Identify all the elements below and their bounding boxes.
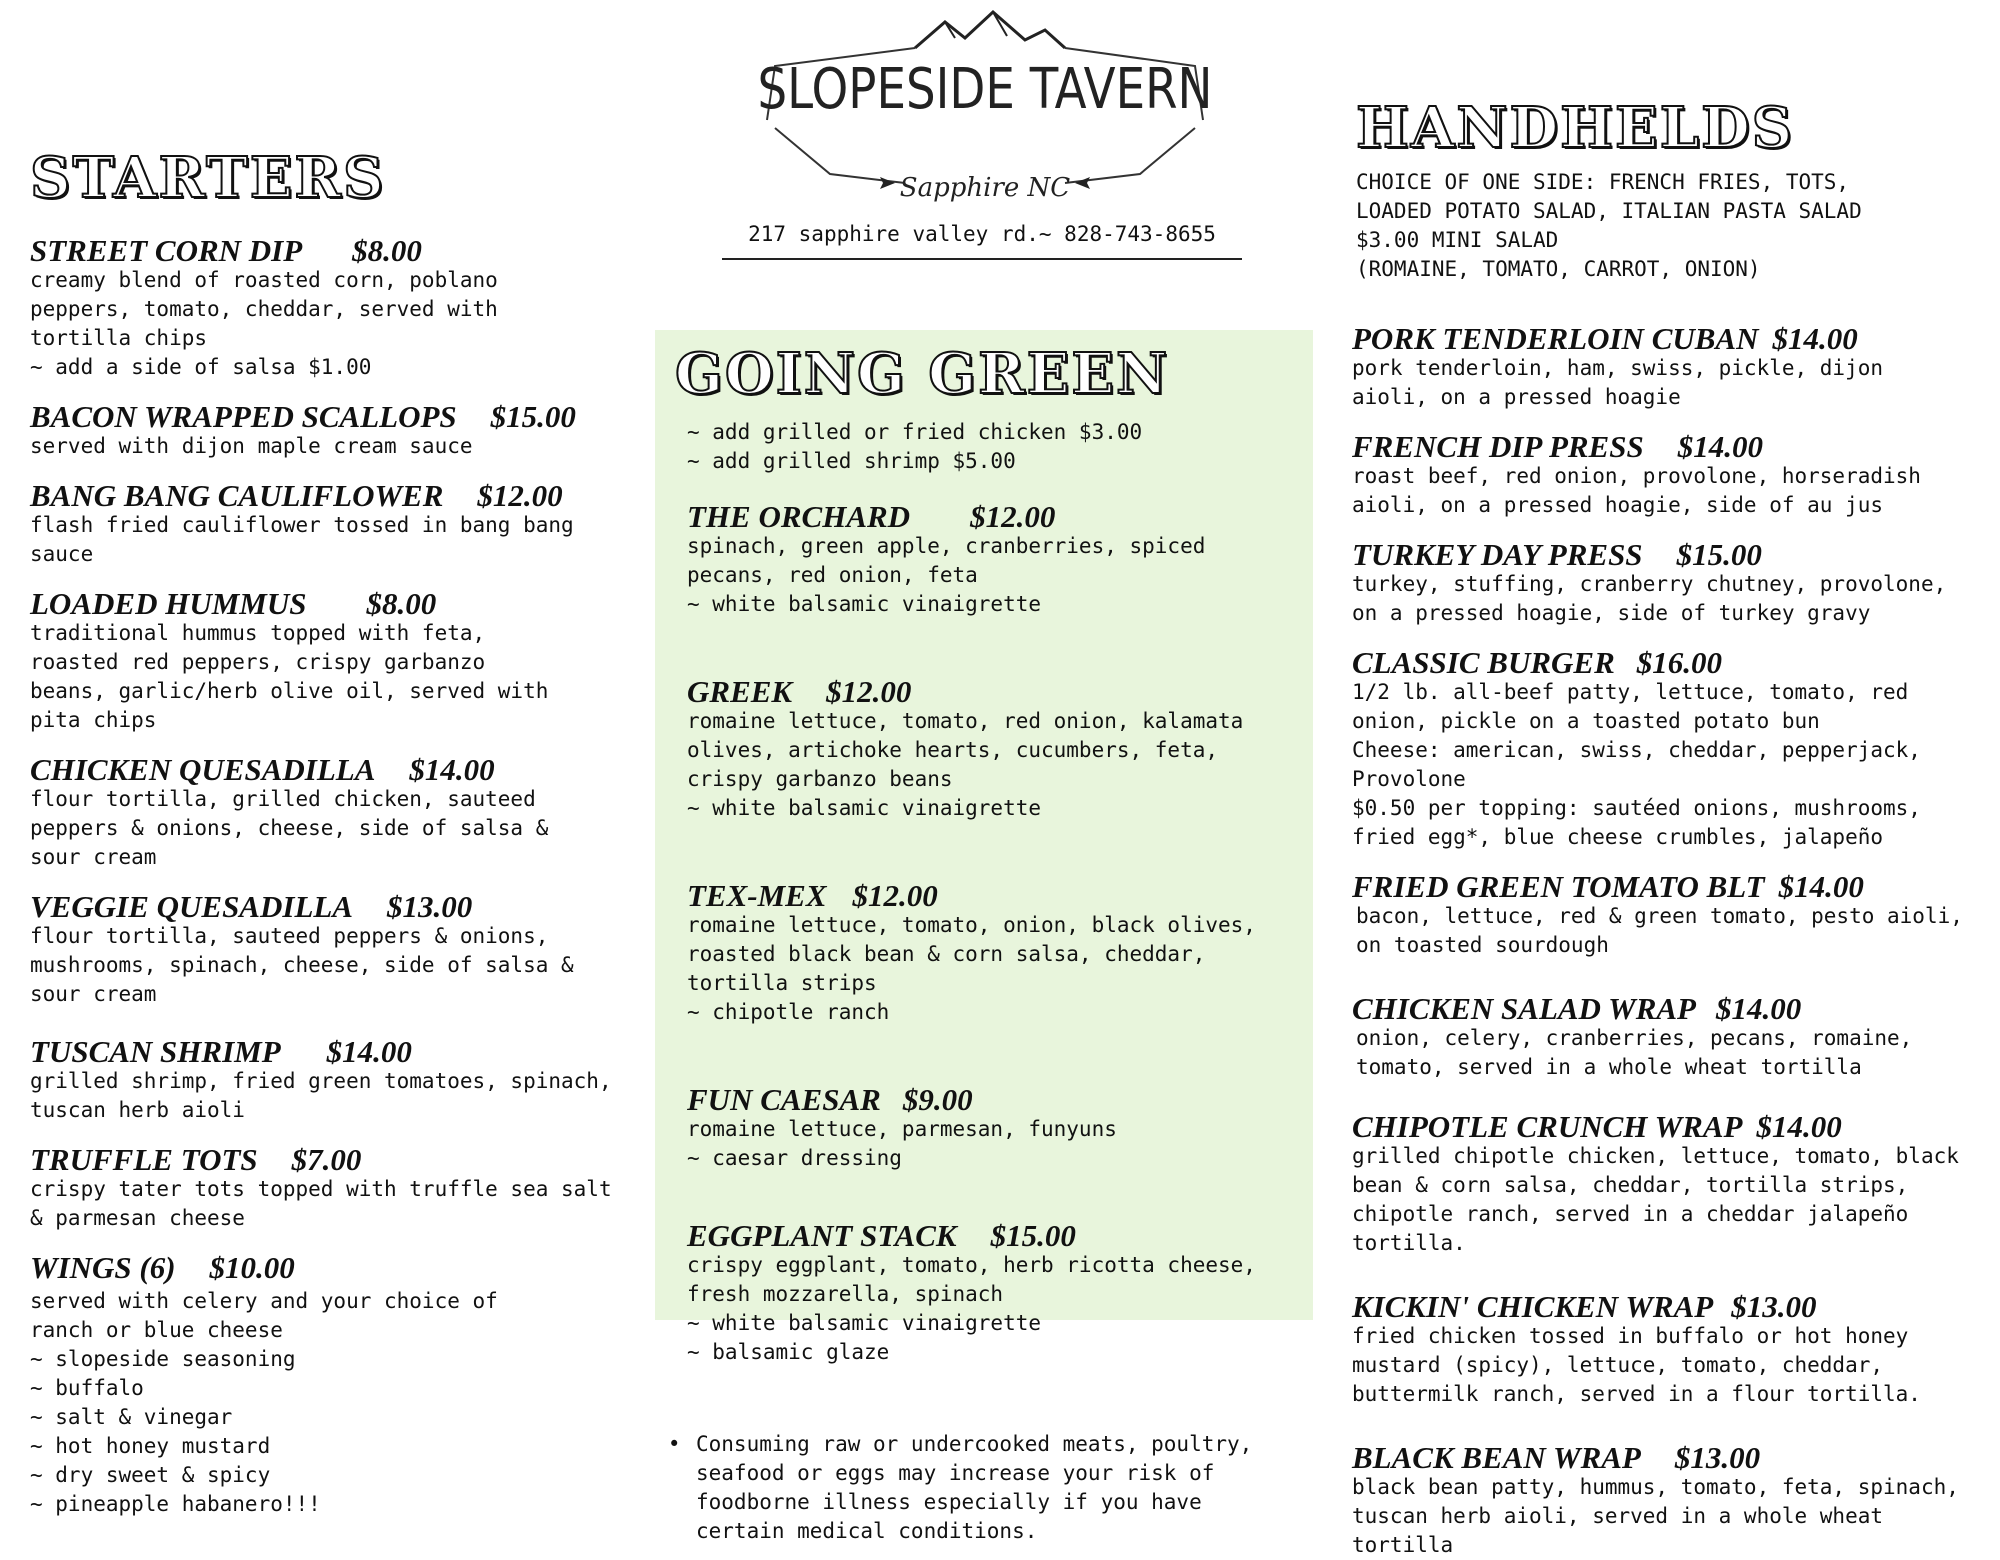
item-price: $14.00 bbox=[1715, 991, 1802, 1026]
item-description: black bean patty, hummus, tomato, feta, spinach, tuscan herb aioli, served in a whole wheat tortilla bbox=[1352, 1475, 1959, 1557]
contact-line bbox=[722, 222, 1242, 246]
item-price: $15.00 bbox=[490, 399, 576, 434]
item-price: $12.00 bbox=[970, 499, 1056, 534]
sides-note: CHOICE OF ONE SIDE: FRENCH FRIES, TOTS, LOADED POTATO SALAD, ITALIAN PASTA SALAD $3.00 MINI SALAD (ROMAINE, TOMATO, CARROT, ONION) bbox=[1356, 170, 1862, 281]
item-name: CHICKEN QUESADILLA bbox=[30, 752, 376, 787]
item-description: romaine lettuce, tomato, onion, black olives, roasted black bean & corn salsa, cheddar, tortilla strips ~ chipotle ranch bbox=[687, 913, 1256, 1024]
item-description: romaine lettuce, tomato, red onion, kalamata olives, artichoke hearts, cucumbers, feta, crispy garbanzo beans ~ white balsamic vinaigrette bbox=[687, 709, 1244, 820]
item-name: STREET CORN DIP bbox=[30, 233, 303, 268]
menu-item bbox=[1352, 1289, 1982, 1409]
menu-item bbox=[675, 878, 1305, 1027]
item-description: crispy tater tots topped with truffle sea salt & parmesan cheese bbox=[30, 1177, 612, 1230]
item-description: served with dijon maple cream sauce bbox=[30, 434, 473, 458]
item-price: $15.00 bbox=[990, 1218, 1076, 1253]
item-description: pork tenderloin, ham, swiss, pickle, dijon aioli, on a pressed hoagie bbox=[1352, 356, 1884, 409]
item-name: CHIPOTLE CRUNCH WRAP bbox=[1352, 1109, 1743, 1144]
contact-text: 217 sapphire valley rd.~ 828-743-8655 bbox=[748, 222, 1216, 246]
item-name: TUSCAN SHRIMP bbox=[30, 1034, 281, 1069]
item-price: $15.00 bbox=[1676, 537, 1762, 572]
starters-section bbox=[30, 145, 650, 1519]
item-price: $16.00 bbox=[1636, 645, 1722, 680]
item-price: $14.00 bbox=[1677, 429, 1763, 464]
item-name: WINGS (6) bbox=[30, 1250, 176, 1285]
item-name: TURKEY DAY PRESS bbox=[1352, 537, 1643, 572]
item-description: crispy eggplant, tomato, herb ricotta cheese, fresh mozzarella, spinach ~ white balsamic vinaigrette ~ balsamic glaze bbox=[687, 1253, 1256, 1364]
item-price: $14.00 bbox=[326, 1034, 412, 1069]
item-name: GREEK bbox=[687, 674, 793, 709]
item-price: $14.00 bbox=[1778, 869, 1864, 904]
item-description: onion, celery, cranberries, pecans, romaine, tomato, served in a whole wheat tortilla bbox=[1356, 1026, 1913, 1079]
menu-item bbox=[30, 586, 650, 735]
item-price: $14.00 bbox=[409, 752, 495, 787]
item-description: grilled shrimp, fried green tomatoes, spinach, tuscan herb aioli bbox=[30, 1069, 612, 1122]
item-name: CLASSIC BURGER bbox=[1352, 645, 1615, 680]
menu-item bbox=[30, 1250, 650, 1519]
item-description: served with celery and your choice of ranch or blue cheese ~ slopeside seasoning ~ buffalo ~ salt & vinegar ~ hot honey mustard ~ dry sweet & spicy ~ pineapple habanero!!! bbox=[30, 1289, 498, 1516]
logo-tagline: Sapphire NC bbox=[899, 173, 1071, 203]
item-name: TEX-MEX bbox=[687, 878, 827, 913]
item-description: roast beef, red onion, provolone, horseradish aioli, on a pressed hoagie, side of au jus bbox=[1352, 464, 1921, 517]
menu-item bbox=[30, 1142, 650, 1233]
item-name: THE ORCHARD bbox=[687, 499, 911, 534]
menu-item bbox=[30, 1034, 650, 1125]
item-name: TRUFFLE TOTS bbox=[30, 1142, 258, 1177]
menu-item bbox=[1352, 645, 1982, 852]
starters-title: STARTERS bbox=[30, 145, 386, 211]
item-price: $12.00 bbox=[826, 674, 912, 709]
menu-item bbox=[1352, 991, 1982, 1082]
item-description: grilled chipotle chicken, lettuce, tomato, black bean & corn salsa, cheddar, tortilla strips, chipotle ranch, served in a cheddar jalapeño tortilla. bbox=[1352, 1144, 1959, 1255]
item-description: romaine lettuce, parmesan, funyuns ~ caesar dressing bbox=[687, 1117, 1117, 1170]
item-price: $7.00 bbox=[291, 1142, 362, 1177]
menu-item bbox=[30, 233, 650, 382]
going-green-section bbox=[675, 341, 1305, 1367]
item-name: PORK TENDERLOIN CUBAN bbox=[1352, 321, 1759, 356]
menu-item bbox=[675, 674, 1305, 823]
item-price: $14.00 bbox=[1772, 321, 1858, 356]
item-name: BACON WRAPPED SCALLOPS bbox=[30, 399, 457, 434]
menu-item bbox=[1352, 321, 1982, 412]
item-description: flour tortilla, grilled chicken, sauteed peppers & onions, cheese, side of salsa & sour cream bbox=[30, 787, 549, 869]
item-price: $13.00 bbox=[387, 889, 473, 924]
item-description: spinach, green apple, cranberries, spiced pecans, red onion, feta ~ white balsamic vinaigrette bbox=[687, 534, 1206, 616]
health-notice-text: Consuming raw or undercooked meats, poultry, seafood or eggs may increase your risk of foodborne illness especially if you have certain medical conditions. bbox=[696, 1432, 1253, 1543]
item-description: 1/2 lb. all-beef patty, lettuce, tomato, red onion, pickle on a toasted potato bun Cheese: american, swiss, cheddar, pepperjack, Provolone $0.50 per topping: sautéed onions, mushrooms, fried egg*, blue cheese crumbles, jalapeño bbox=[1352, 680, 1921, 849]
item-price: $13.00 bbox=[1731, 1289, 1817, 1324]
item-price: $13.00 bbox=[1674, 1440, 1761, 1475]
item-name: BANG BANG CAULIFLOWER bbox=[30, 478, 444, 513]
menu-item bbox=[1352, 537, 1982, 628]
logo-name: SLOPESIDE TAVERN bbox=[757, 57, 1213, 122]
menu-item bbox=[675, 1218, 1305, 1367]
menu-item bbox=[675, 499, 1305, 619]
menu-item bbox=[1352, 869, 1982, 960]
item-price: $10.00 bbox=[209, 1250, 295, 1285]
bullet-icon: • bbox=[668, 1432, 681, 1456]
menu-item bbox=[30, 478, 650, 569]
item-price: $9.00 bbox=[902, 1082, 973, 1117]
item-name: VEGGIE QUESADILLA bbox=[30, 889, 353, 924]
menu-item bbox=[30, 889, 650, 1009]
item-price: $12.00 bbox=[477, 478, 563, 513]
item-name: CHICKEN SALAD WRAP bbox=[1352, 991, 1696, 1026]
menu-item bbox=[675, 1082, 1305, 1173]
item-price: $14.00 bbox=[1756, 1109, 1842, 1144]
item-name: FRENCH DIP PRESS bbox=[1352, 429, 1644, 464]
item-price: $8.00 bbox=[366, 586, 437, 621]
item-description: flour tortilla, sauteed peppers & onions, mushrooms, spinach, cheese, side of salsa & sour cream bbox=[30, 924, 574, 1006]
handhelds-section bbox=[1352, 95, 1982, 1560]
mountain-logo-icon bbox=[745, 8, 1225, 218]
addon-line: ~ add grilled shrimp $5.00 bbox=[687, 449, 1016, 473]
item-name: BLACK BEAN WRAP bbox=[1352, 1440, 1641, 1475]
menu-item bbox=[30, 752, 650, 872]
item-name: KICKIN' CHICKEN WRAP bbox=[1352, 1289, 1714, 1324]
logo bbox=[745, 8, 1225, 218]
menu-item bbox=[1352, 1109, 1982, 1258]
item-description: bacon, lettuce, red & green tomato, pesto aioli, on toasted sourdough bbox=[1356, 904, 1963, 957]
item-description: flash fried cauliflower tossed in bang bang sauce bbox=[30, 513, 574, 566]
going-green-title: GOING GREEN bbox=[675, 341, 1170, 407]
contact-underline bbox=[722, 258, 1242, 260]
addon-line: ~ add grilled or fried chicken $3.00 bbox=[687, 420, 1143, 444]
menu-item bbox=[30, 399, 650, 461]
item-name: EGGPLANT STACK bbox=[687, 1218, 957, 1253]
menu-item bbox=[1352, 429, 1982, 520]
item-name: FRIED GREEN TOMATO BLT bbox=[1352, 869, 1765, 904]
health-notice bbox=[668, 1430, 1308, 1546]
item-description: creamy blend of roasted corn, poblano peppers, tomato, cheddar, served with tortilla chips ~ add a side of salsa $1.00 bbox=[30, 268, 498, 379]
item-description: fried chicken tossed in buffalo or hot honey mustard (spicy), lettuce, tomato, cheddar, buttermilk ranch, served in a flour tortilla. bbox=[1352, 1324, 1921, 1406]
handhelds-title: HANDHELDS bbox=[1356, 95, 1795, 161]
item-description: traditional hummus topped with feta, roasted red peppers, crispy garbanzo beans, garlic/herb olive oil, served with pita chips bbox=[30, 621, 549, 732]
menu-item bbox=[1352, 1440, 1982, 1560]
item-description: turkey, stuffing, cranberry chutney, provolone, on a pressed hoagie, side of turkey gravy bbox=[1352, 572, 1947, 625]
item-name: LOADED HUMMUS bbox=[30, 586, 307, 621]
item-name: FUN CAESAR bbox=[687, 1082, 881, 1117]
item-price: $12.00 bbox=[852, 878, 938, 913]
item-price: $8.00 bbox=[352, 233, 422, 268]
